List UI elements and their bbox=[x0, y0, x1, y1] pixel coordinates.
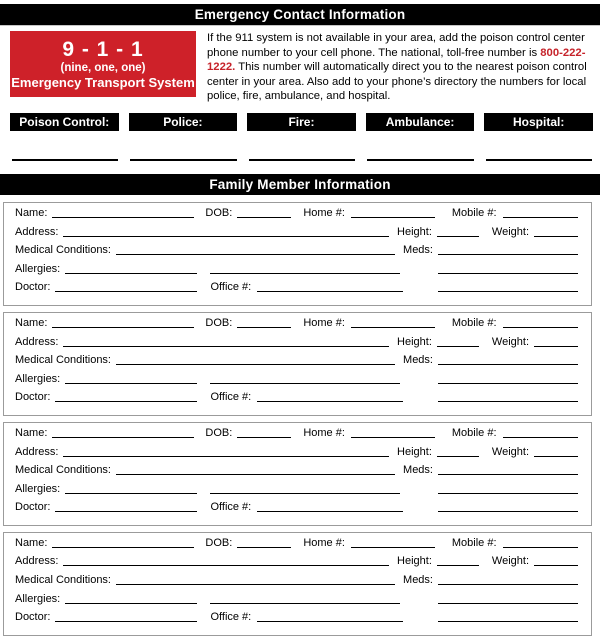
meds-label: Meds: bbox=[403, 354, 433, 367]
ambulance-blank-line[interactable] bbox=[367, 158, 473, 161]
address-blank-line[interactable] bbox=[63, 565, 389, 566]
allergies-blank-line[interactable] bbox=[65, 603, 197, 604]
height-blank-line[interactable] bbox=[437, 346, 479, 347]
911-number-words: (nine, one, one) bbox=[60, 62, 146, 74]
allergies-extra-blank-line[interactable] bbox=[210, 603, 400, 604]
mobile-phone-blank-line[interactable] bbox=[503, 327, 578, 328]
member-row-allergies bbox=[15, 593, 578, 612]
contact-label-fire: Fire: bbox=[247, 113, 356, 131]
hospital-blank-line[interactable] bbox=[486, 158, 592, 161]
mobile-phone-blank-line[interactable] bbox=[503, 547, 578, 548]
medical-conditions-blank-line[interactable] bbox=[116, 474, 395, 475]
member-row-address bbox=[15, 336, 578, 355]
dob-label: DOB: bbox=[205, 536, 233, 549]
office-phone-blank-line[interactable] bbox=[257, 621, 403, 622]
doctor-blank-line[interactable] bbox=[55, 291, 197, 292]
allergies-blank-line[interactable] bbox=[65, 273, 197, 274]
mobile-phone-label: Mobile #: bbox=[451, 206, 497, 219]
member-row-address bbox=[15, 446, 578, 465]
police-blank-line[interactable] bbox=[130, 158, 236, 161]
doctor-label: Doctor: bbox=[15, 391, 51, 404]
medical-conditions-label: Medical Conditions: bbox=[15, 574, 111, 587]
member-row-doctor bbox=[15, 281, 578, 300]
office-phone-label: Office #: bbox=[210, 391, 252, 404]
mobile-phone-label: Mobile #: bbox=[451, 426, 497, 439]
member-row-allergies bbox=[15, 263, 578, 282]
member-row-identity bbox=[15, 537, 578, 556]
office-phone-blank-line[interactable] bbox=[257, 401, 403, 402]
dob-blank-line[interactable] bbox=[237, 547, 291, 548]
contact-blank-lines-row bbox=[12, 158, 592, 161]
address-blank-line[interactable] bbox=[63, 346, 389, 347]
meds-extra-blank-line-1[interactable] bbox=[438, 273, 578, 274]
name-blank-line[interactable] bbox=[52, 437, 194, 438]
weight-label: Weight: bbox=[491, 225, 529, 238]
dob-label: DOB: bbox=[205, 206, 233, 219]
home-phone-blank-line[interactable] bbox=[351, 327, 435, 328]
form-title-bar bbox=[0, 4, 600, 25]
allergies-extra-blank-line[interactable] bbox=[210, 493, 400, 494]
911-caption: Emergency Transport System bbox=[11, 75, 195, 90]
home-phone-label: Home #: bbox=[303, 316, 345, 329]
meds-extra-blank-line-2[interactable] bbox=[438, 291, 578, 292]
medical-conditions-label: Medical Conditions: bbox=[15, 464, 111, 477]
height-label: Height: bbox=[397, 445, 432, 458]
medical-conditions-blank-line[interactable] bbox=[116, 584, 395, 585]
instructions-after: This number will automatically direct you to the nearest poison control center in your area. Also add to your phone’s directory the numbers for local police, fire, ambulance, and hospital. bbox=[207, 61, 587, 103]
medical-conditions-blank-line[interactable] bbox=[116, 254, 395, 255]
member-row-identity bbox=[15, 207, 578, 226]
meds-extra-blank-line-2[interactable] bbox=[438, 401, 578, 402]
home-phone-blank-line[interactable] bbox=[351, 217, 435, 218]
allergies-extra-blank-line[interactable] bbox=[210, 383, 400, 384]
member-row-medical bbox=[15, 354, 578, 373]
member-row-identity bbox=[15, 427, 578, 446]
medical-conditions-label: Medical Conditions: bbox=[15, 354, 111, 367]
office-phone-label: Office #: bbox=[210, 501, 252, 514]
home-phone-blank-line[interactable] bbox=[351, 547, 435, 548]
family-member-card bbox=[3, 532, 592, 636]
poison-control-phone-number: 800-222-1222. bbox=[207, 46, 586, 74]
height-label: Height: bbox=[397, 555, 432, 568]
doctor-blank-line[interactable] bbox=[55, 511, 197, 512]
office-phone-label: Office #: bbox=[210, 611, 252, 624]
member-row-medical bbox=[15, 574, 578, 593]
name-blank-line[interactable] bbox=[52, 547, 194, 548]
allergies-label: Allergies: bbox=[15, 482, 61, 495]
height-blank-line[interactable] bbox=[437, 236, 479, 237]
meds-blank-line[interactable] bbox=[438, 474, 578, 475]
member-row-medical bbox=[15, 464, 578, 483]
weight-blank-line[interactable] bbox=[534, 236, 578, 237]
mobile-phone-blank-line[interactable] bbox=[503, 217, 578, 218]
address-blank-line[interactable] bbox=[63, 236, 389, 237]
allergies-label: Allergies: bbox=[15, 372, 61, 385]
meds-extra-blank-line-2[interactable] bbox=[438, 621, 578, 622]
contact-label-hospital: Hospital: bbox=[484, 113, 593, 131]
weight-label: Weight: bbox=[491, 555, 529, 568]
allergies-blank-line[interactable] bbox=[65, 493, 197, 494]
name-blank-line[interactable] bbox=[52, 327, 194, 328]
form-title: Emergency Contact Information bbox=[194, 7, 406, 22]
weight-blank-line[interactable] bbox=[534, 456, 578, 457]
meds-label: Meds: bbox=[403, 574, 433, 587]
family-section-title: Family Member Information bbox=[209, 176, 391, 192]
address-label: Address: bbox=[15, 445, 59, 458]
home-phone-blank-line[interactable] bbox=[351, 437, 435, 438]
member-row-address bbox=[15, 555, 578, 574]
mobile-phone-label: Mobile #: bbox=[451, 536, 497, 549]
doctor-label: Doctor: bbox=[15, 501, 51, 514]
meds-extra-blank-line-1[interactable] bbox=[438, 603, 578, 604]
mobile-phone-blank-line[interactable] bbox=[503, 437, 578, 438]
member-row-allergies bbox=[15, 373, 578, 392]
weight-label: Weight: bbox=[491, 335, 529, 348]
name-label: Name: bbox=[15, 426, 48, 439]
member-row-address bbox=[15, 226, 578, 245]
poison-control-instructions bbox=[207, 31, 594, 104]
dob-label: DOB: bbox=[205, 426, 233, 439]
member-row-medical bbox=[15, 244, 578, 263]
doctor-label: Doctor: bbox=[15, 281, 51, 294]
911-number: 9 - 1 - 1 bbox=[62, 38, 144, 61]
family-members bbox=[3, 202, 592, 636]
office-phone-label: Office #: bbox=[210, 281, 252, 294]
poison-control-blank-line[interactable] bbox=[12, 158, 118, 161]
medical-conditions-label: Medical Conditions: bbox=[15, 244, 111, 257]
dob-blank-line[interactable] bbox=[237, 217, 291, 218]
member-row-identity bbox=[15, 317, 578, 336]
allergies-extra-blank-line[interactable] bbox=[210, 273, 400, 274]
doctor-blank-line[interactable] bbox=[55, 621, 197, 622]
family-section-title-bar bbox=[0, 174, 600, 195]
emergency-911-box bbox=[10, 31, 196, 97]
contact-label-ambulance: Ambulance: bbox=[366, 113, 475, 131]
meds-blank-line[interactable] bbox=[438, 254, 578, 255]
dob-blank-line[interactable] bbox=[237, 437, 291, 438]
home-phone-label: Home #: bbox=[303, 426, 345, 439]
meds-extra-blank-line-2[interactable] bbox=[438, 511, 578, 512]
meds-blank-line[interactable] bbox=[438, 584, 578, 585]
height-label: Height: bbox=[397, 335, 432, 348]
office-phone-blank-line[interactable] bbox=[257, 511, 403, 512]
member-row-allergies bbox=[15, 483, 578, 502]
address-blank-line[interactable] bbox=[63, 456, 389, 457]
weight-blank-line[interactable] bbox=[534, 346, 578, 347]
address-label: Address: bbox=[15, 225, 59, 238]
allergies-label: Allergies: bbox=[15, 592, 61, 605]
instructions-before: If the 911 system is not available in your area, add the poison control center phone number to your cell phone. The national, toll-free number is bbox=[207, 32, 585, 59]
name-label: Name: bbox=[15, 536, 48, 549]
office-phone-blank-line[interactable] bbox=[257, 291, 403, 292]
home-phone-label: Home #: bbox=[303, 206, 345, 219]
allergies-blank-line[interactable] bbox=[65, 383, 197, 384]
address-label: Address: bbox=[15, 335, 59, 348]
member-row-doctor bbox=[15, 391, 578, 410]
height-blank-line[interactable] bbox=[437, 456, 479, 457]
dob-label: DOB: bbox=[205, 316, 233, 329]
medical-conditions-blank-line[interactable] bbox=[116, 364, 395, 365]
name-blank-line[interactable] bbox=[52, 217, 194, 218]
doctor-blank-line[interactable] bbox=[55, 401, 197, 402]
member-row-doctor bbox=[15, 501, 578, 520]
home-phone-label: Home #: bbox=[303, 536, 345, 549]
meds-extra-blank-line-1[interactable] bbox=[438, 383, 578, 384]
weight-label: Weight: bbox=[491, 445, 529, 458]
family-member-card bbox=[3, 312, 592, 416]
meds-extra-blank-line-1[interactable] bbox=[438, 493, 578, 494]
name-label: Name: bbox=[15, 316, 48, 329]
contact-labels-row bbox=[10, 113, 593, 131]
emergency-intro-section bbox=[10, 31, 594, 104]
dob-blank-line[interactable] bbox=[237, 327, 291, 328]
family-member-card bbox=[3, 202, 592, 306]
contact-label-poison-control: Poison Control: bbox=[10, 113, 119, 131]
height-label: Height: bbox=[397, 225, 432, 238]
doctor-label: Doctor: bbox=[15, 611, 51, 624]
allergies-label: Allergies: bbox=[15, 262, 61, 275]
height-blank-line[interactable] bbox=[437, 565, 479, 566]
member-row-doctor bbox=[15, 611, 578, 630]
title-bar-shadow bbox=[0, 25, 600, 26]
name-label: Name: bbox=[15, 206, 48, 219]
address-label: Address: bbox=[15, 555, 59, 568]
contact-label-police: Police: bbox=[129, 113, 238, 131]
meds-blank-line[interactable] bbox=[438, 364, 578, 365]
weight-blank-line[interactable] bbox=[534, 565, 578, 566]
mobile-phone-label: Mobile #: bbox=[451, 316, 497, 329]
meds-label: Meds: bbox=[403, 464, 433, 477]
meds-label: Meds: bbox=[403, 244, 433, 257]
fire-blank-line[interactable] bbox=[249, 158, 355, 161]
family-member-card bbox=[3, 422, 592, 526]
